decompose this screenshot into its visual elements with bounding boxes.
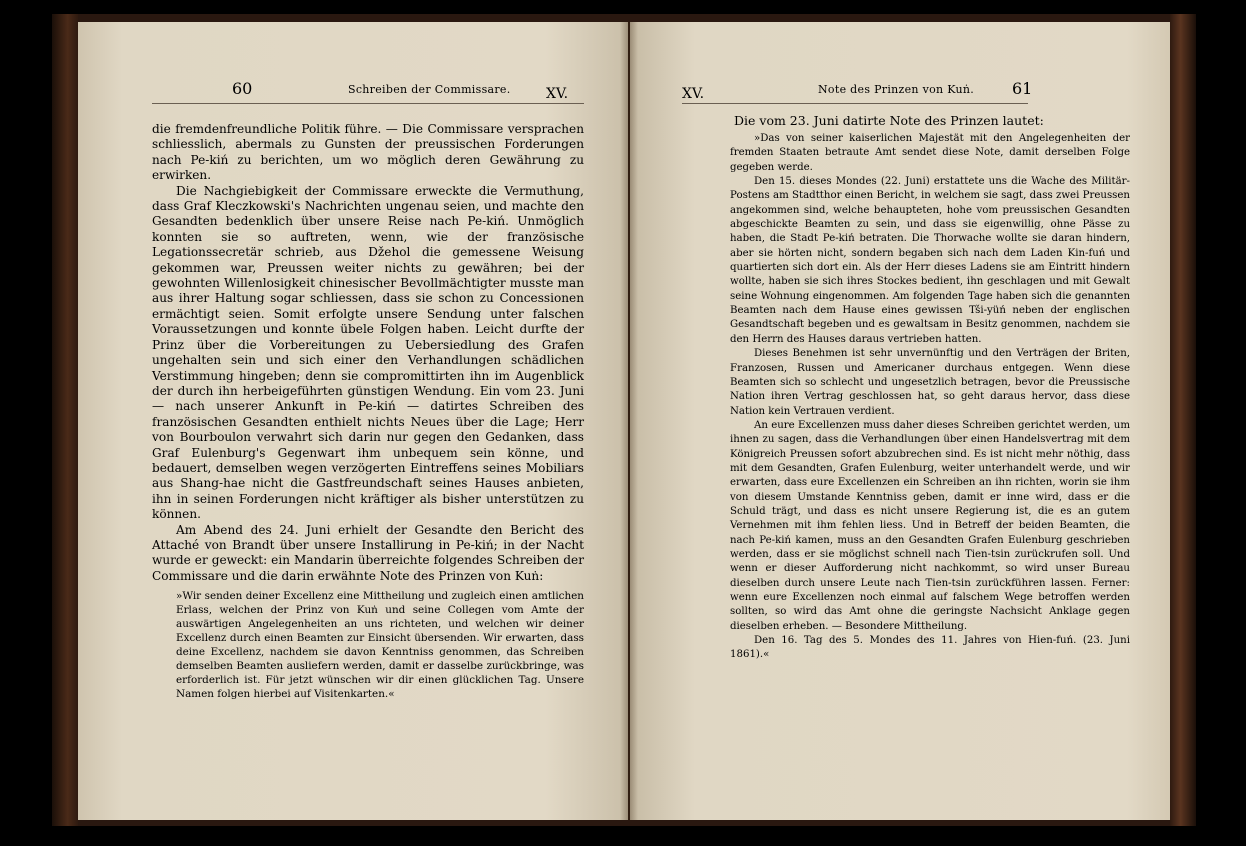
left-header-rule <box>152 103 584 104</box>
right-paragraph: An eure Excellenzen muss daher dieses Schreiben gerichtet werden, um ihnen zu sagen, dass die Verhandlungen über einen Handelsvertrag mit dem Königreich Preussen sofort abzubrechen sind. Es ist nicht mehr nöthig, dass mit dem Gesandten, Grafen Eulenburg, weiter unterhandelt werde, und wir erwarten, dass eure Excellenzen ein Schreiben an ihn richten, worin sie ihm von diesem Umstande Kenntniss geben, damit er inne wird, dass er die Schuld trägt, und dass es nicht unsere Regierung ist, die es an gutem Vernehmen mit ihm fehlen liess. Und in Betreff der beiden Beamten, die nach Pe-kiń kamen, muss an den Gesandten Grafen Eulenburg geschrieben werden, dass er sie möglichst schnell nach Tien-tsin zurückrufen soll. Und wenn er dieser Aufforderung nicht nachkommt, so wird unser Bureau dieselben durch unsere Leute nach Tien-tsin zurückführen lassen. Ferner: wenn eure Excellenzen noch einmal auf falschem Wege betroffen werden sollten, so wird das Amt ohne die geringste Nachsicht Anklage gegen dieselben erheben. — Besondere Mittheilung. <box>730 419 1130 632</box>
left-paragraph: die fremdenfreundliche Politik führe. — Die Commissare versprachen schliesslich, abermals zu Gunsten der preussischen Forderungen nach Pe-kiń zu berichten, um wo möglich deren Gewährung zu erwirken. <box>152 122 584 183</box>
right-page-number: 61 <box>1012 79 1033 98</box>
right-header-rule <box>682 103 1028 104</box>
right-paragraph: Dieses Benehmen ist sehr unvernünftig und den Verträgen der Briten, Franzosen, Russen und Americaner durchaus entgegen. Wenn diese Beamten sich so schlecht und ungesetzlich betragen, bevor die Preussische Nation ihren Vertrag geschlossen hat, so geht daraus hervor, dass diese Nation kein Vertrauen verdient. <box>730 348 1130 417</box>
left-page-body <box>152 122 584 701</box>
right-page-body <box>730 132 1130 663</box>
left-running-head: Schreiben der Commissare. <box>348 83 511 96</box>
right-chapter-number: XV. <box>682 86 705 102</box>
left-page-number: 60 <box>232 79 253 98</box>
left-quote: »Wir senden deiner Excellenz eine Mittheilung und zugleich einen amtlichen Erlass, welchen der Prinz von Kuṅ und seine Collegen vom Amte der auswärtigen Angelegenheiten an uns richteten, und welchen wir deiner Excellenz durch einen Beamten zur Einsicht übersenden. Wir erwarten, dass deine Excellenz, nachdem sie davon Kenntniss genommen, das Schreiben demselben Beamten ausliefern werden, damit er dasselbe zurückbringe, was erforderlich ist. Für jetzt wünschen wir dir einen glücklichen Tag. Unsere Namen folgen hierbei auf Visitenkarten.« <box>176 590 584 700</box>
left-paragraph: Die Nachgiebigkeit der Commissare erweckte die Vermuthung, dass Graf Kleczkowski's Nachrichten ungenau seien, und machte den Gesandten bedenklich über unsere Reise nach Pe-kiń. Unmöglich konnten sie so auftreten, wenn, wie der französische Legationssecretär schrieb, aus Džehol die gemessene Weisung gekommen war, Preussen weiter nichts zu gewähren; bei der gewohnten Willenlosigkeit chinesischer Bevollmächtigter musste man aus ihrer Haltung sogar schliessen, dass sie schon zu Concessionen ermächtigt seien. Somit erfolgte unsere Sendung unter falschen Voraussetzungen und konnte übele Folgen haben. Leicht durfte der Prinz über die Vorbereitungen zu Uebersiedlung des Grafen ungehalten sein und sich einer den Verhandlungen schädlichen Verstimmung hingeben; denn sie compromittirten ihn im Augenblick der durch ihn herbeigeführten günstigen Wendung. Ein vom 23. Juni — nach unserer Ankunft in Pe-kiń — datirtes Schreiben des französischen Gesandten enthielt nichts Neues über die Lage; Herr von Bourboulon verwahrt sich darin nur gegen den Gedanken, dass Graf Eulenburg's Gegenwart ihm unbequem sein könne, und bedauert, demselben wegen verzögerten Eintreffens seines Mobiliars aus Shang-hae nicht die Gastfreundschaft seines Hauses anbieten, ihn in seinen Forderungen nicht kräftiger als bisher unterstützen zu können. <box>152 183 584 522</box>
left-paragraph: Am Abend des 24. Juni erhielt der Gesandte den Bericht des Attaché von Brandt über unsere Installirung in Pe-kiń; in der Nacht wurde er geweckt: ein Mandarin überreichte folgendes Schreiben der Commissare und die darin erwähnte Note des Prinzen von Kuṅ: <box>152 522 584 583</box>
right-heading: Die vom 23. Juni datirte Note des Prinzen lautet: <box>734 113 1044 128</box>
left-chapter-number: XV. <box>546 86 569 102</box>
right-paragraph: Den 15. dieses Mondes (22. Juni) erstattete uns die Wache des Militär-Postens am Stadtthor einen Bericht, in welchem sie sagt, dass zwei Preussen angekommen sind, welche behaupteten, hohe vom preussischen Gesandten abgeschickte Beamten zu sein, und dass sie eigenwillig, ohne Pässe zu haben, die Stadt Pe-kiń betraten. Die Thorwache wollte sie daran hindern, aber sie hörten nicht, sondern begaben sich nach dem Laden Kin-fuń und quartierten sich dort ein. Als der Herr dieses Ladens sie am Eintritt hindern wollte, haben sie sich ihres Stockes bedient, ihn geschlagen und mit Gewalt seine Wohnung eingenommen. Am folgenden Tage haben sich die genannten Beamten nach dem Hause eines gewissen Tši-yüń neben der englischen Gesandtschaft begeben und es gewaltsam in Besitz genommen, nachdem sie den Herrn des Hauses daraus vertrieben hatten. <box>730 176 1130 345</box>
page-gutter <box>620 22 638 820</box>
right-paragraph: Den 16. Tag des 5. Mondes des 11. Jahres von Hien-fuń. (23. Juni 1861).« <box>730 635 1130 661</box>
right-paragraph: »Das von seiner kaiserlichen Majestät mit den Angelegenheiten der fremden Staaten betraute Amt sendet diese Note, damit derselben Folge gegeben werde. <box>730 133 1130 173</box>
book-cover-left-edge <box>52 14 78 826</box>
right-running-head: Note des Prinzen von Kuṅ. <box>818 83 975 96</box>
book-cover-right-edge <box>1170 14 1196 826</box>
